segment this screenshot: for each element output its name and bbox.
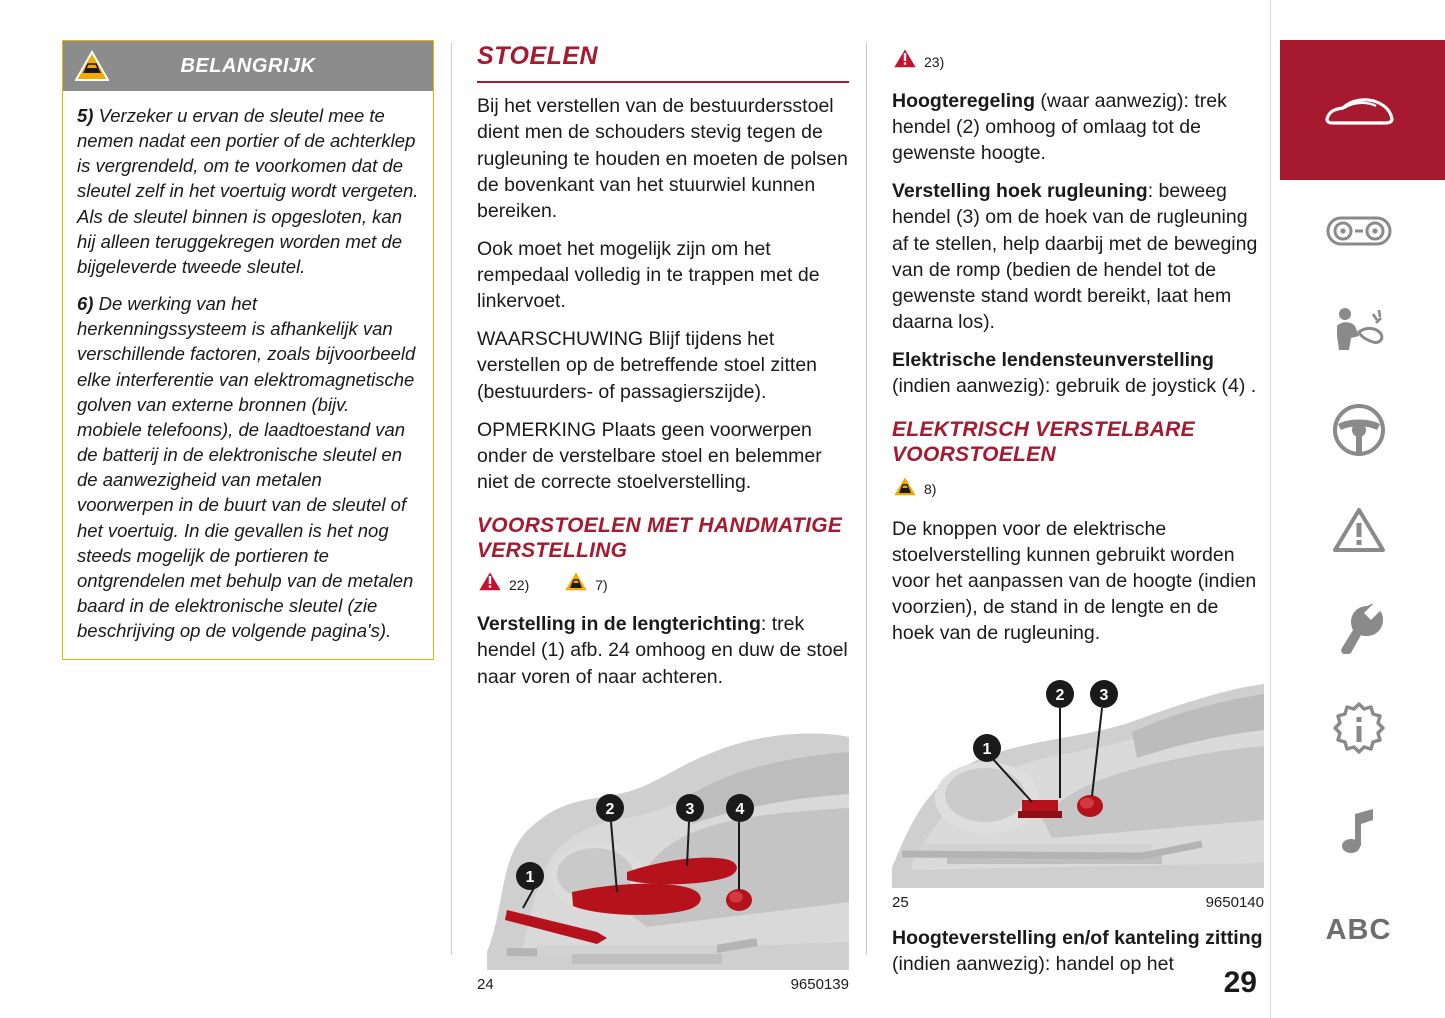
electric-seat-illustration bbox=[892, 658, 1264, 888]
figure-caption-24 bbox=[477, 975, 849, 995]
rail-item-warning[interactable] bbox=[1271, 480, 1445, 580]
paragraph-electric-buttons: De knoppen voor de elektrische stoelverstelling kunnen gebruikt worden voor het aanpassen van de hoogte (indien voorzien), de stand in de lengte en de hoek van de rugleuning. bbox=[892, 517, 1257, 645]
manual-seat-adjustment-figure bbox=[477, 702, 849, 995]
paragraph-height-adjustment bbox=[892, 88, 1264, 166]
reference-label-23: 23) bbox=[924, 53, 945, 70]
rail-item-specifications[interactable] bbox=[1271, 680, 1445, 780]
reference-label-22: 22) bbox=[509, 577, 530, 594]
dashboard-gauges-icon bbox=[1325, 209, 1393, 251]
reference-row-8 bbox=[892, 474, 1264, 506]
important-title: BELANGRIJK bbox=[180, 54, 316, 77]
label-lengthwise-adjustment: Verstelling in de lengterichting bbox=[477, 613, 761, 636]
paragraph-seat-2: Ook moet het mogelijk zijn om het rempedaal volledig in te trappen met de linkervoet. bbox=[477, 237, 820, 313]
subheading-manual-front-seats: VOORSTOELEN MET HANDMATIGE VERSTELLING bbox=[477, 514, 843, 563]
warning-triangle-red-icon bbox=[477, 569, 503, 601]
important-marker-6: 6) bbox=[77, 293, 94, 315]
caution-triangle-yellow-icon bbox=[563, 569, 589, 601]
paragraph-lengthwise-adjustment bbox=[477, 611, 849, 689]
paragraph-note: OPMERKING Plaats geen voorwerpen onder de verstelbare stoel en belemmer niet de correcte stoelverstelling. bbox=[477, 418, 822, 493]
text-backrest-angle: : beweeg hendel (3) om de hoek van de rugleuning af te stellen, help daarbij met de beweging van de romp (bedien de hendel tot de gewenste stand wordt bereikt, laat hem daarna los). bbox=[892, 180, 1258, 333]
wrench-icon bbox=[1334, 602, 1384, 658]
subheading-electric-front-seats: ELEKTRISCH VERSTELBARE VOORSTOELEN bbox=[892, 418, 1195, 467]
label-seat-height-tilt: Hoogteverstelling en/of kanteling zitting bbox=[892, 927, 1263, 950]
paragraph-lumbar-support bbox=[892, 347, 1264, 399]
important-header bbox=[63, 41, 433, 91]
reference-row-manual bbox=[477, 569, 849, 601]
rail-item-index[interactable] bbox=[1271, 880, 1445, 980]
svg-text:4: 4 bbox=[735, 800, 745, 818]
chapter-icon-rail bbox=[1270, 0, 1445, 1018]
electric-seat-adjustment-figure bbox=[892, 658, 1264, 913]
manual-seat-illustration bbox=[477, 702, 849, 970]
important-callout-box bbox=[62, 40, 434, 660]
important-paragraph-5 bbox=[77, 103, 419, 279]
car-icon bbox=[1323, 89, 1395, 131]
figure-code-24: 9650139 bbox=[790, 975, 849, 993]
column-right bbox=[892, 40, 1264, 989]
figure-number-25: 25 bbox=[892, 894, 909, 912]
text-height-adjustment: (waar aanwezig): trek hendel (2) omhoog of omlaag tot de gewenste hoogte. bbox=[892, 89, 1227, 165]
rail-item-steering[interactable] bbox=[1271, 380, 1445, 480]
important-body bbox=[63, 91, 433, 659]
page-number: 29 bbox=[1223, 966, 1257, 999]
rail-item-car[interactable] bbox=[1271, 40, 1445, 180]
text-seat-height-tilt: (indien aanwezig): handel op het bbox=[892, 953, 1174, 976]
label-height-adjustment: Hoogteregeling bbox=[892, 89, 1036, 112]
warning-triangle-red-icon bbox=[892, 46, 918, 78]
svg-text:1: 1 bbox=[982, 741, 992, 759]
paragraph-warning: WAARSCHUWING Blijf tijdens het verstellen op de betreffende stoel zitten (bestuurders- of passagierszijde). bbox=[477, 328, 818, 403]
caution-triangle-yellow-icon bbox=[892, 474, 918, 506]
warning-triangle-car-icon bbox=[75, 49, 109, 91]
warning-triangle-icon bbox=[1331, 505, 1387, 555]
reference-row-23 bbox=[892, 46, 1264, 78]
rail-item-multimedia[interactable] bbox=[1271, 780, 1445, 880]
abc-index-icon: ABC bbox=[1325, 913, 1392, 946]
important-text-6: De werking van het herkenningssysteem is afhankelijk van verschillende factoren, zoals bijvoorbeeld elke interferentie van elektromagnetische golven van externe bronnen (bijv. mobiele telefoons), de laadtoestand van de batterij in de elektronische sleutel en de aanwezigheid van metalen voorwerpen in de buurt van de sleutel of het voertuig. In die gevallen is het nog steeds mogelijk de portieren te ontgrendelen met behulp van de metalen baard in de elektronische sleutel (zie beschrijving op de volgende pagina's). bbox=[77, 293, 416, 642]
paragraph-seat-height-tilt bbox=[892, 925, 1264, 977]
paragraph-backrest-angle bbox=[892, 178, 1264, 335]
rail-item-dashboard[interactable] bbox=[1271, 180, 1445, 280]
important-marker-5: 5) bbox=[77, 105, 94, 126]
airbag-safety-icon bbox=[1329, 304, 1389, 356]
info-gear-icon bbox=[1331, 702, 1387, 758]
label-lumbar-support: Elektrische lendensteunverstelling bbox=[892, 349, 1214, 372]
music-note-icon bbox=[1339, 804, 1379, 856]
section-heading-stoelen: STOELEN bbox=[477, 40, 849, 83]
column-left bbox=[62, 40, 434, 660]
reference-label-7: 7) bbox=[595, 577, 608, 594]
figure-number-24: 24 bbox=[477, 975, 494, 993]
reference-label-8: 8) bbox=[924, 481, 937, 498]
important-text-5: Verzeker u ervan de sleutel mee te nemen nadat een portier of de achterklep is vergrendeld, om te voorkomen dat de sleutel zelf in het voertuig wordt vergeten. Als de sleutel binnen is opgesloten, kan hij alleen teruggekregen worden met de bijgeleverde tweede sleutel. bbox=[77, 105, 419, 277]
text-lengthwise-adjustment: : trek hendel (1) afb. 24 omhoog en duw de stoel naar voren of naar achteren. bbox=[477, 613, 848, 688]
paragraph-seat-1: Bij het verstellen van de bestuurdersstoel dient men de schouders stevig tegen de rugleuning te houden en moeten de polsen de bovenkant van het stuurwiel kunnen bereiken. bbox=[477, 95, 848, 222]
figure-caption-25 bbox=[892, 893, 1264, 913]
label-backrest-angle: Verstelling hoek rugleuning bbox=[892, 180, 1148, 203]
svg-text:2: 2 bbox=[1055, 687, 1065, 705]
svg-text:3: 3 bbox=[1099, 687, 1109, 705]
figure-code-25: 9650140 bbox=[1205, 894, 1264, 912]
rail-icon-list bbox=[1271, 0, 1445, 980]
svg-text:1: 1 bbox=[525, 868, 535, 886]
column-middle bbox=[477, 40, 849, 995]
text-lumbar-support: (indien aanwezig): gebruik de joystick (4) . bbox=[892, 375, 1257, 398]
important-paragraph-6 bbox=[77, 291, 419, 643]
rail-item-safety[interactable] bbox=[1271, 280, 1445, 380]
steering-wheel-icon bbox=[1331, 402, 1387, 458]
svg-text:3: 3 bbox=[685, 800, 695, 818]
svg-text:2: 2 bbox=[605, 800, 615, 818]
rail-item-maintenance[interactable] bbox=[1271, 580, 1445, 680]
